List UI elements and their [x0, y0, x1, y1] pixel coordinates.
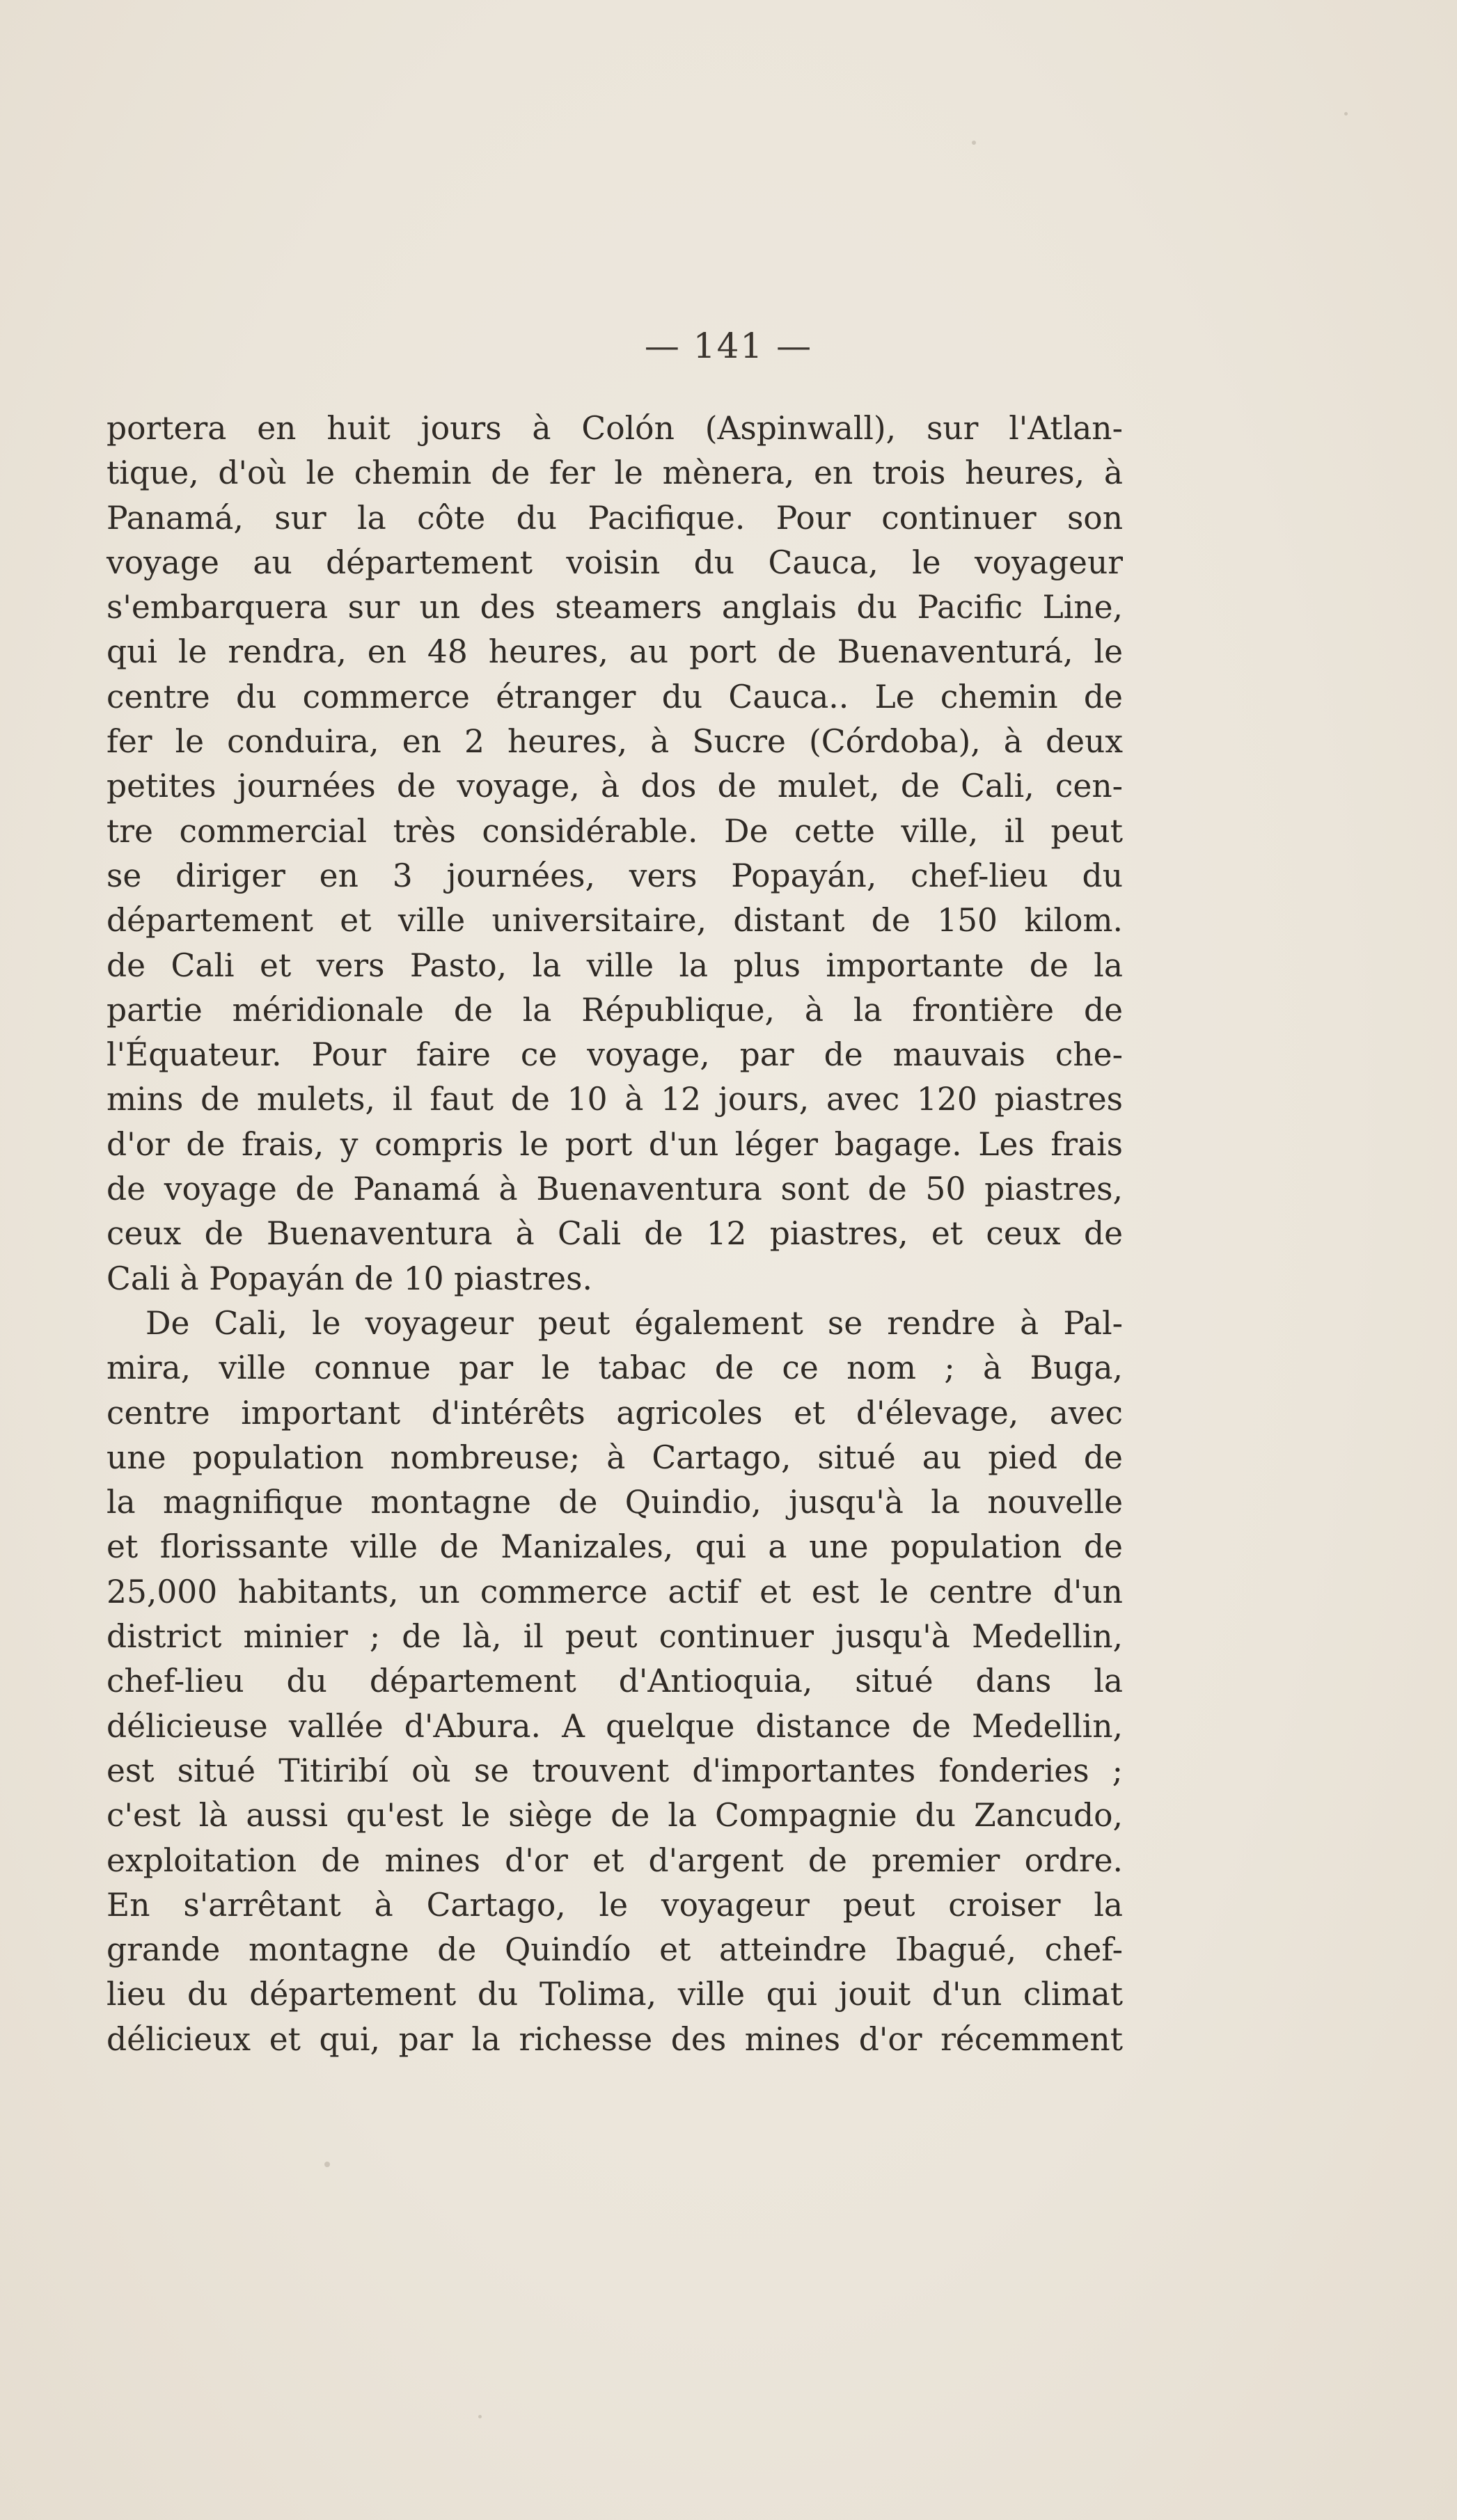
text-line: En s'arrêtant à Cartago, le voyageur peut croiser la	[107, 1886, 1123, 1924]
text-line: de voyage de Panamá à Buenaventura sont de 50 piastres,	[107, 1171, 1123, 1208]
text-line: partie méridionale de la République, à la frontière de	[107, 991, 1123, 1029]
text-line: centre du commerce étranger du Cauca.. Le chemin de	[107, 678, 1123, 715]
paper-speck	[1344, 112, 1348, 116]
paragraph-1	[107, 406, 1123, 1301]
paper-speck	[972, 141, 976, 145]
text-line: district minier ; de là, il peut continuer jusqu'à Medellin,	[107, 1618, 1123, 1656]
text-line: 25,000 habitants, un commerce actif et est le centre d'un	[107, 1573, 1123, 1610]
text-line: qui le rendra, en 48 heures, au port de Buenaventurá, le	[107, 633, 1123, 671]
page-number: — 141 —	[644, 326, 813, 366]
text-line: d'or de frais, y compris le port d'un léger bagage. Les frais	[107, 1125, 1123, 1163]
text-line: mira, ville connue par le tabac de ce nom ; à Buga,	[107, 1349, 1123, 1387]
text-line: c'est là aussi qu'est le siège de la Compagnie du Zancudo,	[107, 1797, 1123, 1834]
text-line: mins de mulets, il faut de 10 à 12 jours, avec 120 piastres	[107, 1081, 1123, 1118]
text-line: tre commercial très considérable. De cette ville, il peut	[107, 812, 1123, 850]
text-line: délicieux et qui, par la richesse des mines d'or récemment	[107, 2020, 1123, 2058]
text-line: une population nombreuse; à Cartago, situé au pied de	[107, 1439, 1123, 1476]
text-line: lieu du département du Tolima, ville qui jouit d'un climat	[107, 1976, 1123, 2013]
text-line: exploitation de mines d'or et d'argent de premier ordre.	[107, 1841, 1123, 1879]
text-line: voyage au département voisin du Cauca, le voyageur	[107, 544, 1123, 581]
text-line: chef-lieu du département d'Antioquia, situé dans la	[107, 1663, 1123, 1700]
text-line: délicieuse vallée d'Abura. A quelque distance de Medellin,	[107, 1707, 1123, 1745]
paper-speck	[324, 2162, 330, 2167]
text-line: l'Équateur. Pour faire ce voyage, par de mauvais che-	[107, 1036, 1123, 1074]
text-line: la magnifique montagne de Quindio, jusqu'à la nouvelle	[107, 1484, 1123, 1521]
paper-speck	[478, 2415, 482, 2418]
text-line: portera en huit jours à Colón (Aspinwall), sur l'Atlan-	[107, 410, 1123, 447]
text-line: fer le conduira, en 2 heures, à Sucre (Córdoba), à deux	[107, 723, 1123, 761]
text-line: est situé Titiribí où se trouvent d'importantes fonderies ;	[107, 1752, 1123, 1789]
text-line: petites journées de voyage, à dos de mulet, de Cali, cen-	[107, 768, 1123, 805]
text-line: tique, d'où le chemin de fer le mènera, en trois heures, à	[107, 454, 1123, 492]
text-line: ceux de Buenaventura à Cali de 12 piastres, et ceux de	[107, 1215, 1123, 1253]
text-line: et florissante ville de Manizales, qui a une population de	[107, 1528, 1123, 1566]
paragraph-2	[107, 1301, 1123, 2062]
text-line: centre important d'intérêts agricoles et d'élevage, avec	[107, 1394, 1123, 1432]
text-line: Panamá, sur la côte du Pacifique. Pour continuer son	[107, 499, 1123, 537]
text-line: grande montagne de Quindío et atteindre Ibagué, chef-	[107, 1931, 1123, 1969]
body-text	[107, 406, 1123, 2062]
text-line: De Cali, le voyageur peut également se rendre à Pal-	[145, 1304, 1123, 1342]
text-line: département et ville universitaire, distant de 150 kilom.	[107, 902, 1123, 940]
text-line: s'embarquera sur un des steamers anglais du Pacific Line,	[107, 589, 1123, 626]
text-line: se diriger en 3 journées, vers Popayán, chef-lieu du	[107, 857, 1123, 894]
text-line: Cali à Popayán de 10 piastres.	[107, 1260, 592, 1297]
text-line: de Cali et vers Pasto, la ville la plus importante de la	[107, 946, 1123, 984]
